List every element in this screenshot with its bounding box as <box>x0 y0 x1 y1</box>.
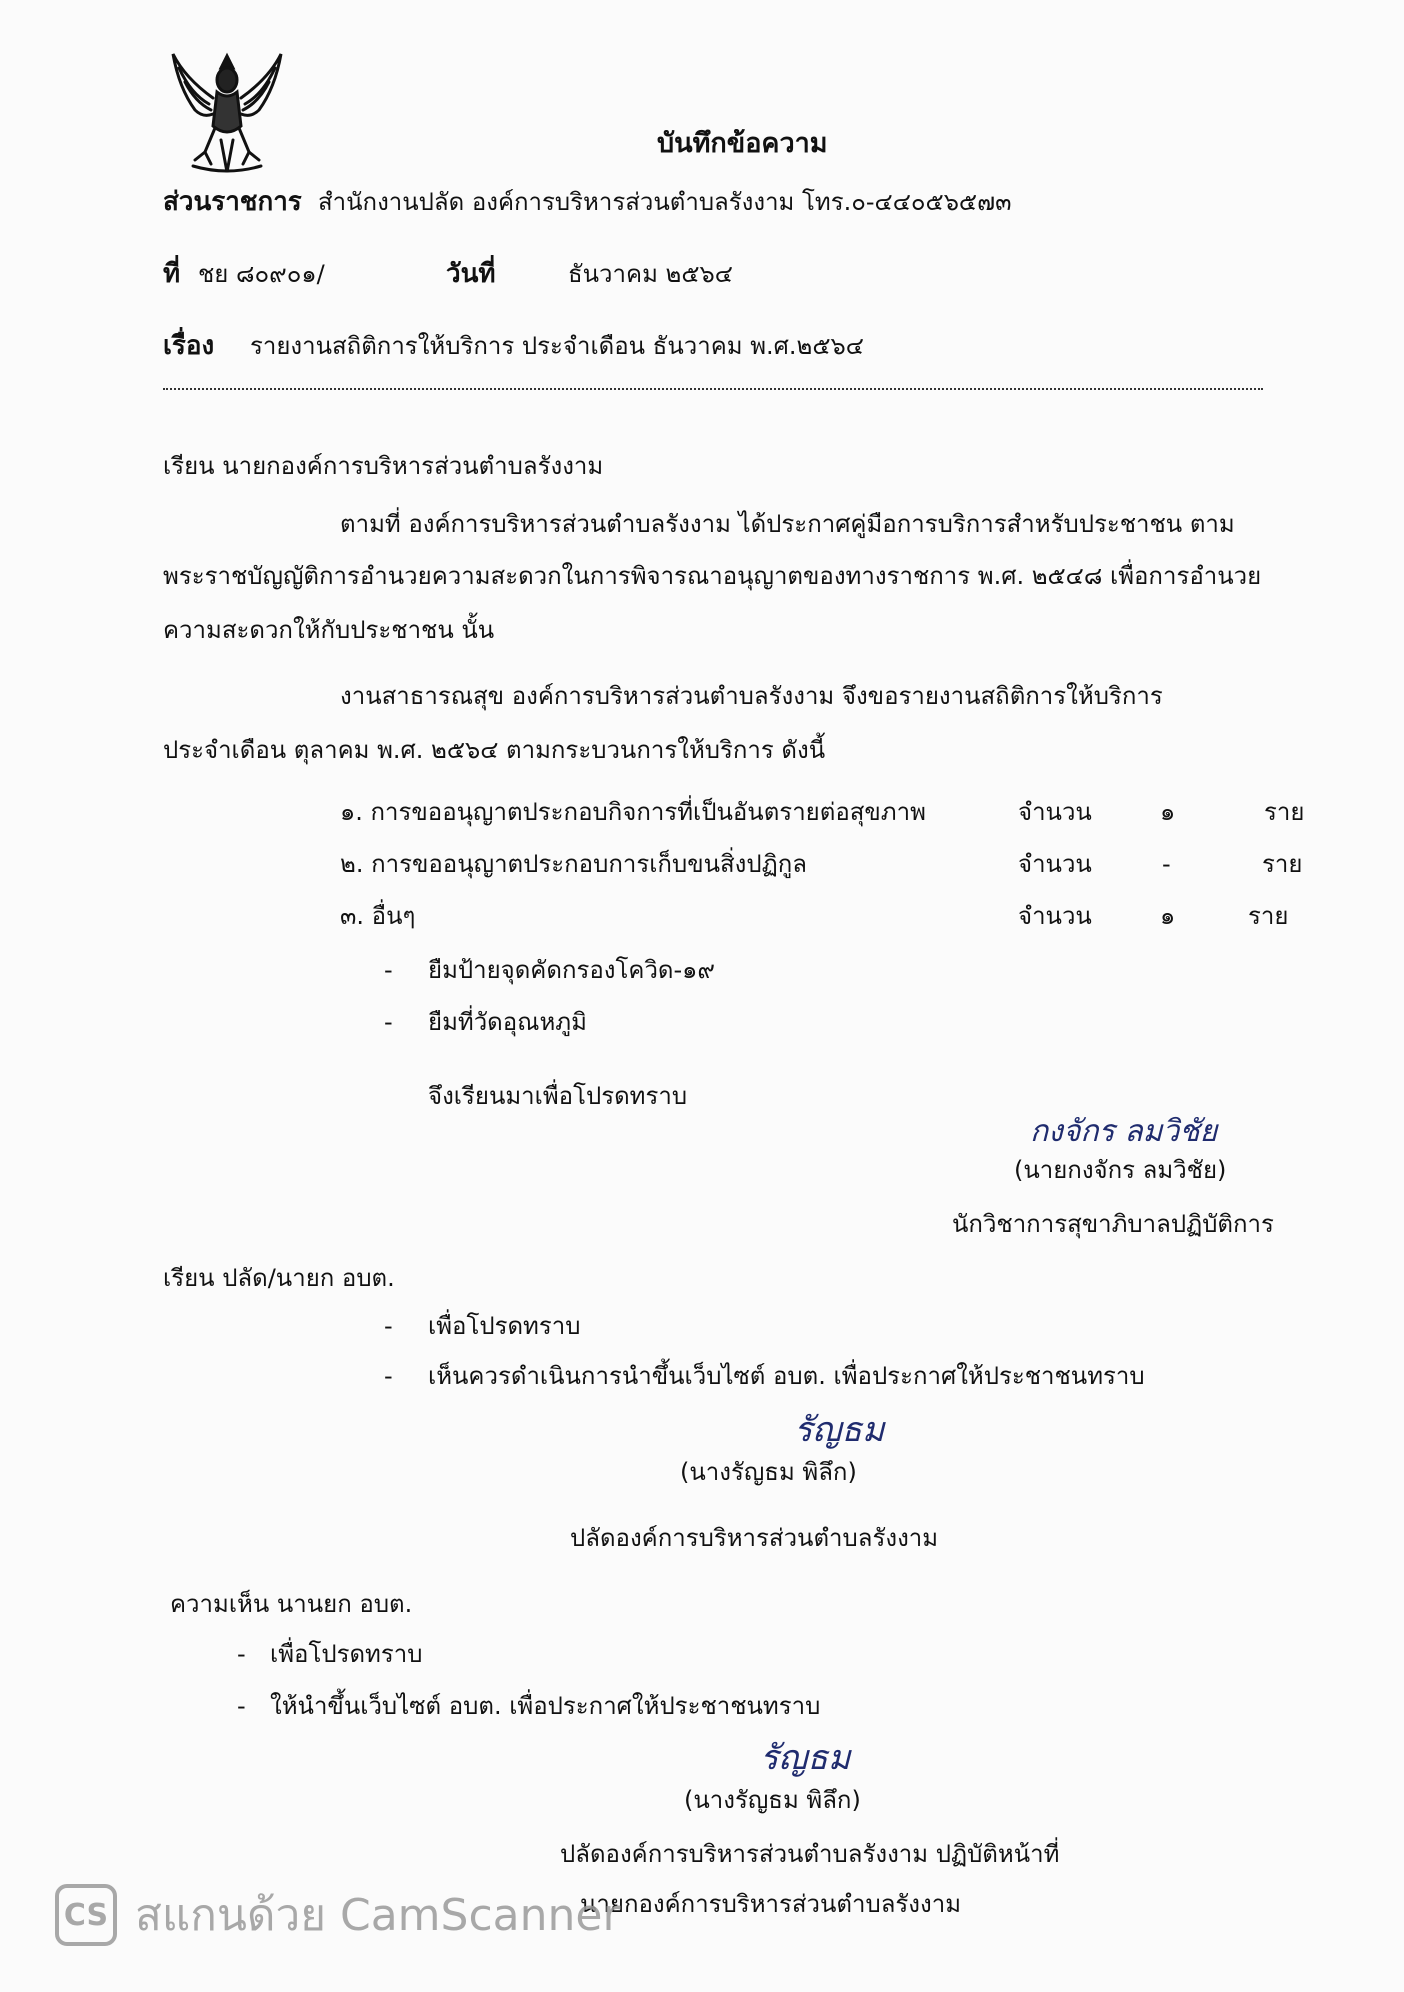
paragraph2-line1: งานสาธารณสุข องค์การบริหารส่วนตำบลรังงาม จึงขอรายงานสถิติการให้บริการ <box>340 682 1163 710</box>
camscanner-logo-icon: CS <box>55 1884 117 1946</box>
ref-label: ที่ <box>163 259 181 289</box>
document-title: บันทึกข้อความ <box>657 128 828 159</box>
section3-position-line1: ปลัดองค์การบริหารส่วนตำบลรังงาม ปฏิบัติหน้าที่ <box>560 1840 1060 1868</box>
date-label: วันที่ <box>446 259 496 289</box>
subitem: ยืมที่วัดอุณหภูมิ <box>428 1008 587 1036</box>
subitem-dash: - <box>384 956 393 984</box>
agency-value: สำนักงานปลัด องค์การบริหารส่วนตำบลรังงาม โทร.๐-๔๔๐๕๖๕๗๓ <box>318 188 1012 216</box>
signature-1: กงจักร ลมวิชัย <box>1030 1114 1218 1149</box>
section2-name: (นางรัญธม พิลึก) <box>680 1458 857 1486</box>
paragraph1-line3: ความสะดวกให้กับประชาชน นั้น <box>163 616 495 644</box>
list-item-unit: ราย <box>1262 850 1303 878</box>
list-item-count-label: จำนวน <box>1018 902 1092 930</box>
camscanner-text: สแกนด้วย CamScanner <box>135 1890 621 1941</box>
section3-item: เพื่อโปรดทราบ <box>270 1640 423 1668</box>
subitem-dash: - <box>237 1640 246 1668</box>
subitem-dash: - <box>237 1692 246 1720</box>
signer1-position: นักวิชาการสุขาภิบาลปฏิบัติการ <box>952 1210 1274 1238</box>
subject-label: เรื่อง <box>163 331 215 361</box>
garuda-emblem-icon <box>165 48 290 178</box>
list-item-unit: ราย <box>1248 902 1289 930</box>
signer1-name: (นายกงจักร ลมวิชัย) <box>1014 1156 1227 1184</box>
section3-heading: ความเห็น นานยก อบต. <box>170 1590 413 1618</box>
header-divider <box>163 388 1263 390</box>
subitem-dash: - <box>384 1362 393 1390</box>
salutation: เรียน นายกองค์การบริหารส่วนตำบลรังงาม <box>163 452 604 480</box>
signature-3: รัญธม <box>760 1738 851 1778</box>
paragraph2-line2: ประจำเดือน ตุลาคม พ.ศ. ๒๕๖๔ ตามกระบวนการให้บริการ ดังนี้ <box>163 736 826 764</box>
paragraph1-line2: พระราชบัญญัติการอำนวยความสะดวกในการพิจารณาอนุญาตของทางราชการ พ.ศ. ๒๕๔๘ เพื่อการอำนวย <box>163 562 1262 590</box>
list-item-count-label: จำนวน <box>1018 850 1092 878</box>
camscanner-watermark <box>55 1880 621 1950</box>
list-item-count: - <box>1162 850 1171 878</box>
agency-label: ส่วนราชการ <box>163 187 302 217</box>
list-item-count: ๑ <box>1160 798 1176 826</box>
subject-value: รายงานสถิติการให้บริการ ประจำเดือน ธันวาคม พ.ศ.๒๕๖๔ <box>250 332 864 360</box>
section3-item: ให้นำขึ้นเว็บไซต์ อบต. เพื่อประกาศให้ประชาชนทราบ <box>270 1692 821 1720</box>
signature-2: รัญธม <box>794 1410 885 1450</box>
list-item-unit: ราย <box>1264 798 1305 826</box>
section2-item: เห็นควรดำเนินการนำขึ้นเว็บไซต์ อบต. เพื่อประกาศให้ประชาชนทราบ <box>428 1362 1145 1390</box>
date-value: ธันวาคม ๒๕๖๔ <box>568 260 733 288</box>
list-item: ๒. การขออนุญาตประกอบการเก็บขนสิ่งปฏิกูล <box>340 850 807 878</box>
list-item-count-label: จำนวน <box>1018 798 1092 826</box>
section2-position: ปลัดองค์การบริหารส่วนตำบลรังงาม <box>570 1524 939 1552</box>
list-item: ๓. อื่นๆ <box>340 902 416 930</box>
section3-position-line2: นายกองค์การบริหารส่วนตำบลรังงาม <box>580 1890 962 1918</box>
subitem-dash: - <box>384 1008 393 1036</box>
subitem: ยืมป้ายจุดคัดกรองโควิด-๑๙ <box>428 956 715 984</box>
ref-value: ชย ๘๐๙๐๑/ <box>198 260 325 288</box>
section2-salutation: เรียน ปลัด/นายก อบต. <box>163 1264 395 1292</box>
closing-text: จึงเรียนมาเพื่อโปรดทราบ <box>428 1082 688 1110</box>
section2-item: เพื่อโปรดทราบ <box>428 1312 581 1340</box>
section3-name: (นางรัญธม พิลึก) <box>684 1786 861 1814</box>
list-item: ๑. การขออนุญาตประกอบกิจการที่เป็นอันตรายต่อสุขภาพ <box>340 798 926 826</box>
paragraph1-line1: ตามที่ องค์การบริหารส่วนตำบลรังงาม ได้ประกาศคู่มือการบริการสำหรับประชาชน ตาม <box>340 510 1235 538</box>
list-item-count: ๑ <box>1160 902 1176 930</box>
subitem-dash: - <box>384 1312 393 1340</box>
